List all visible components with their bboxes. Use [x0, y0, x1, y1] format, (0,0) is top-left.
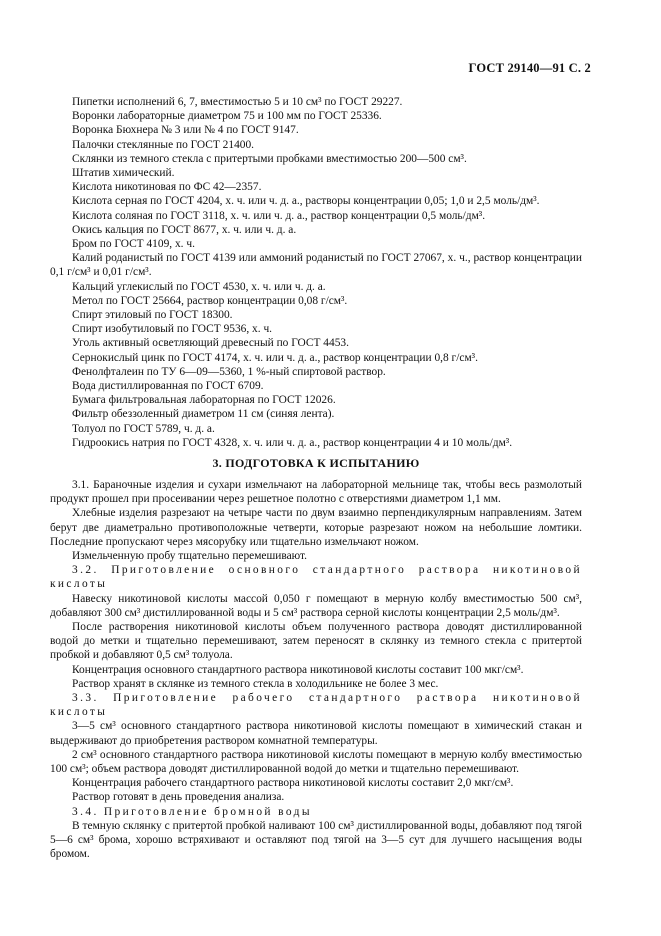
paragraph: 3.1. Бараночные изделия и сухари измельчают на лабораторной мельнице так, чтобы весь размолотый продукт прошел при просеивании через решетное полотно с отверстиями диаметром 1,1 мм. — [50, 479, 582, 506]
paragraph: Навеску никотиновой кислоты массой 0,050 г помещают в мерную колбу вместимостью 500 см³, добавляют 300 см³ дистиллированной воды и 5 см³ раствора серной кислоты концентрации 2,5 моль/дм³. — [50, 592, 582, 619]
list-item: Метол по ГОСТ 25664, раствор концентрации 0,08 г/см³. — [72, 294, 348, 307]
list-item: Штатив химический. — [72, 167, 175, 180]
list-item: Спирт этиловый по ГОСТ 18300. — [72, 309, 233, 322]
paragraph: В темную склянку с притертой пробкой наливают 100 см³ дистиллированной воды, добавляют под тягой 5—6 см³ брома, хорошо встряхивают и оставляют под тягой на 3—5 сут для лучшего насыщения воды бромом. — [50, 819, 582, 861]
section-heading: 3. ПОДГОТОВКА К ИСПЫТАНИЮ — [212, 456, 420, 470]
page-header: ГОСТ 29140—91 С. 2 — [468, 61, 591, 75]
paragraph: Хлебные изделия разрезают на четыре части по двум взаимно перпендикулярным направлениям. Затем берут две диаметрально противоположные четверти, которые разрезают ножом на небольшие ломтики. Последние пропускают через мясорубку или тщательно измельчают ножом. — [50, 507, 582, 548]
list-item: Фенолфталеин по ТУ 6—09—5360, 1 %-ный спиртовой раствор. — [72, 365, 386, 378]
section-title — [50, 456, 582, 470]
reagent-list — [50, 95, 582, 450]
paragraph: Раствор хранят в склянке из темного стекла в холодильнике не более 3 мес. — [72, 677, 439, 690]
list-item: Кислота соляная по ГОСТ 3118, х. ч. или ч. д. а., раствор концентрации 0,5 моль/дм³. — [72, 209, 486, 222]
list-item: Бумага фильтровальная лабораторная по ГОСТ 12026. — [72, 394, 336, 407]
list-item: Окись кальция по ГОСТ 8677, х. ч. или ч. д. а. — [72, 223, 297, 236]
list-item: Вода дистиллированная по ГОСТ 6709. — [72, 380, 264, 393]
list-item: Уголь активный осветляющий древесный по ГОСТ 4453. — [72, 337, 349, 350]
paragraph: 2 см³ основного стандартного раствора никотиновой кислоты помещают в мерную колбу вместимостью 100 см³; объем раствора доводят дистиллированной водой до метки и тщательно перемешивают. — [50, 748, 582, 776]
list-item: Кислота серная по ГОСТ 4204, х. ч. или ч. д. а., растворы концентрации 0,05; 1,0 и 2,5 моль/дм³. — [72, 195, 540, 208]
paragraph: Концентрация рабочего стандартного раствора никотиновой кислоты составит 2,0 мкг/см³. — [72, 777, 514, 790]
subsection-heading: 3.2. Приготовление основного стандартного раствора никотиновой кислоты — [50, 564, 582, 591]
list-item: Спирт изобутиловый по ГОСТ 9536, х. ч. — [72, 323, 273, 336]
list-item: Кислота никотиновая по ФС 42—2357. — [72, 181, 262, 194]
list-item: Кальций углекислый по ГОСТ 4530, х. ч. или ч. д. а. — [72, 280, 326, 293]
list-item: Сернокислый цинк по ГОСТ 4174, х. ч. или ч. д. а., раствор концентрации 0,8 г/см³. — [72, 351, 478, 364]
list-item: Бром по ГОСТ 4109, х. ч. — [72, 238, 195, 251]
list-item: Фильтр обеззоленный диаметром 11 см (синяя лента). — [72, 408, 335, 421]
paragraph: После растворения никотиновой кислоты объем полученного раствора доводят дистиллированной водой до метки и тщательно перемешивают, затем переносят в склянку из темного стекла с притертой пробкой и добавляют 0,5 см³ толуола. — [50, 621, 582, 662]
list-item: Воронки лабораторные диаметром 75 и 100 мм по ГОСТ 25336. — [72, 110, 382, 123]
list-item: Палочки стеклянные по ГОСТ 21400. — [72, 138, 254, 151]
list-item: Пипетки исполнений 6, 7, вместимостью 5 и 10 см³ по ГОСТ 29227. — [72, 96, 403, 108]
paragraph: Раствор готовят в день проведения анализа. — [72, 791, 285, 804]
list-item: Воронка Бюхнера № 3 или № 4 по ГОСТ 9147. — [72, 124, 299, 137]
list-item: Склянки из темного стекла с притертыми пробками вместимостью 200—500 см³. — [72, 152, 467, 165]
section-body — [50, 478, 582, 861]
paragraph: Концентрация основного стандартного раствора никотиновой кислоты составит 100 мкг/см³. — [72, 663, 524, 676]
list-item: Толуол по ГОСТ 5789, ч. д. а. — [72, 422, 215, 435]
paragraph: Измельченную пробу тщательно перемешивают. — [72, 550, 307, 563]
list-item: Гидроокись натрия по ГОСТ 4328, х. ч. или ч. д. а., раствор концентрации 4 и 10 моль/дм³. — [72, 436, 513, 449]
subsection-heading: 3.4. Приготовление бромной воды — [72, 805, 312, 818]
list-item: Калий роданистый по ГОСТ 4139 или аммоний роданистый по ГОСТ 27067, х. ч., раствор концентрации 0,1 г/см³ и 0,01 г/см³. — [50, 252, 582, 279]
subsection-heading: 3.3. Приготовление рабочего стандартного раствора никотиновой кислоты — [50, 692, 582, 719]
paragraph: 3—5 см³ основного стандартного раствора никотиновой кислоты помещают в химический стакан и выдерживают до приобретения раствором комнатной температуры. — [50, 720, 582, 747]
